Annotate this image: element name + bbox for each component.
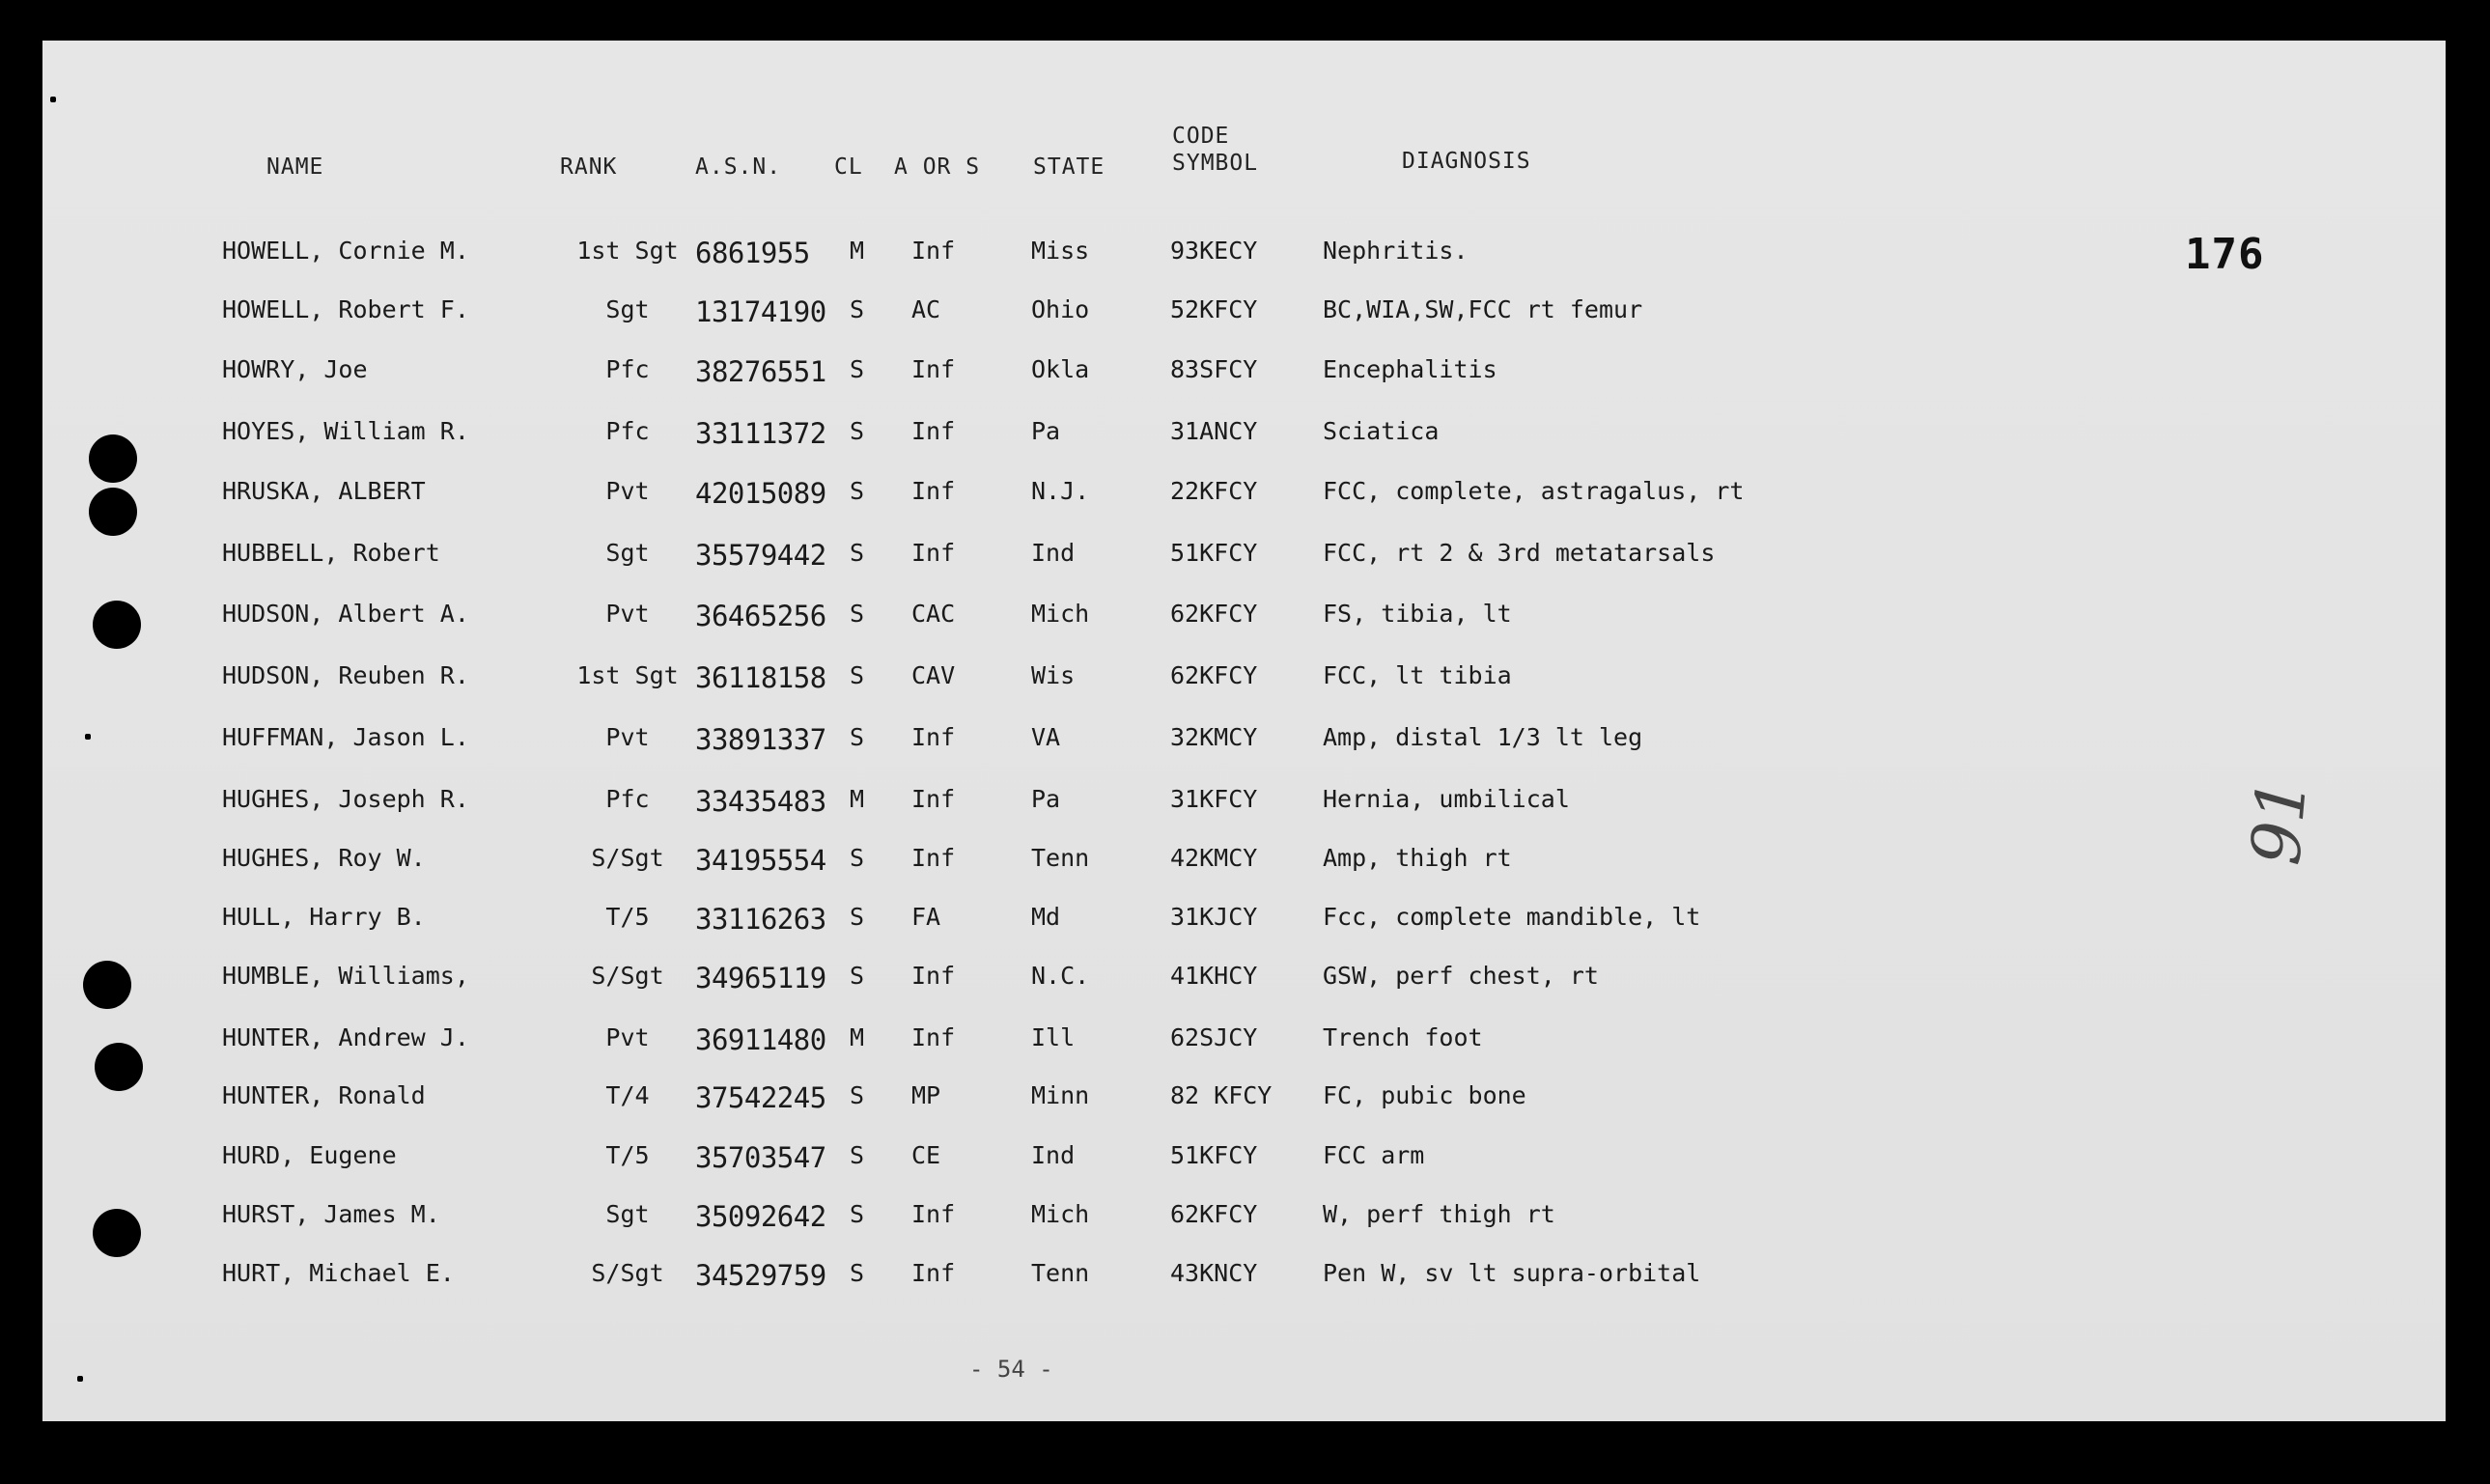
row-state: Ind	[1031, 1141, 1076, 1169]
row-asn: 33435483	[695, 785, 826, 818]
header-code-bottom: SYMBOL	[1172, 151, 1259, 176]
row-asn: 36118158	[695, 661, 826, 694]
row-cl: S	[850, 295, 865, 323]
header-code-top: CODE	[1172, 124, 1230, 149]
row-rank: Pvt	[605, 1023, 650, 1051]
punch-hole	[95, 1043, 143, 1091]
row-name: HOWELL, Robert F.	[222, 295, 469, 323]
row-state: Wis	[1031, 661, 1076, 689]
row-asn: 6861955	[695, 237, 810, 269]
row-name: HOYES, William R.	[222, 417, 469, 445]
row-asn: 34529759	[695, 1259, 826, 1292]
row-state: Mich	[1031, 600, 1090, 628]
row-asn: 37542245	[695, 1081, 826, 1114]
row-asn: 38276551	[695, 355, 826, 388]
row-arm: Inf	[911, 1023, 956, 1051]
row-rank: S/Sgt	[591, 962, 664, 990]
row-rank: Pvt	[605, 723, 650, 751]
row-diagnosis: FCC, complete, astragalus, rt	[1323, 477, 1745, 505]
row-state: Okla	[1031, 355, 1090, 383]
row-asn: 13174190	[695, 295, 826, 328]
punch-hole	[93, 601, 141, 649]
margin-handwritten-note: 91	[2235, 775, 2323, 868]
row-diagnosis: BC,WIA,SW,FCC rt femur	[1323, 295, 1643, 323]
row-arm: Inf	[911, 962, 956, 990]
row-code: 31KJCY	[1170, 903, 1258, 931]
row-code: 62KFCY	[1170, 661, 1258, 689]
row-rank: T/4	[605, 1081, 650, 1109]
row-diagnosis: Hernia, umbilical	[1323, 785, 1570, 813]
row-diagnosis: Trench foot	[1323, 1023, 1483, 1051]
row-diagnosis: FC, pubic bone	[1323, 1081, 1526, 1109]
row-name: HUGHES, Roy W.	[222, 844, 426, 872]
row-rank: 1st Sgt	[576, 237, 679, 265]
row-code: 31ANCY	[1170, 417, 1258, 445]
row-asn: 36911480	[695, 1023, 826, 1056]
row-diagnosis: FCC, rt 2 & 3rd metatarsals	[1323, 539, 1716, 567]
punch-hole	[93, 1209, 141, 1257]
row-state: N.J.	[1031, 477, 1090, 505]
row-code: 82 KFCY	[1170, 1081, 1273, 1109]
row-arm: Inf	[911, 785, 956, 813]
row-name: HUBBELL, Robert	[222, 539, 440, 567]
row-code: 31KFCY	[1170, 785, 1258, 813]
row-cl: S	[850, 600, 865, 628]
row-rank: S/Sgt	[591, 1259, 664, 1287]
row-state: Miss	[1031, 237, 1090, 265]
header-asn: A.S.N.	[695, 154, 782, 180]
row-code: 42KMCY	[1170, 844, 1258, 872]
row-name: HUMBLE, Williams,	[222, 962, 469, 990]
row-state: VA	[1031, 723, 1061, 751]
row-arm: Inf	[911, 1200, 956, 1228]
row-rank: Pfc	[605, 785, 650, 813]
row-state: Ohio	[1031, 295, 1090, 323]
row-arm: MP	[911, 1081, 941, 1109]
row-cl: S	[850, 1141, 865, 1169]
row-diagnosis: FCC arm	[1323, 1141, 1425, 1169]
row-asn: 34965119	[695, 962, 826, 994]
row-cl: M	[850, 785, 865, 813]
punch-hole	[89, 434, 137, 483]
row-code: 22KFCY	[1170, 477, 1258, 505]
row-asn: 33111372	[695, 417, 826, 450]
punch-hole	[83, 961, 131, 1009]
speck-mark	[77, 1376, 83, 1382]
row-state: Ind	[1031, 539, 1076, 567]
row-rank: T/5	[605, 1141, 650, 1169]
row-rank: Sgt	[605, 539, 650, 567]
row-name: HUDSON, Reuben R.	[222, 661, 469, 689]
row-name: HULL, Harry B.	[222, 903, 426, 931]
row-rank: Pvt	[605, 477, 650, 505]
row-cl: S	[850, 477, 865, 505]
row-arm: Inf	[911, 723, 956, 751]
row-code: 51KFCY	[1170, 539, 1258, 567]
row-name: HOWELL, Cornie M.	[222, 237, 469, 265]
row-name: HUDSON, Albert A.	[222, 600, 469, 628]
speck-mark	[85, 734, 91, 740]
row-code: 62SJCY	[1170, 1023, 1258, 1051]
row-code: 83SFCY	[1170, 355, 1258, 383]
row-arm: AC	[911, 295, 941, 323]
row-cl: S	[850, 962, 865, 990]
row-arm: Inf	[911, 1259, 956, 1287]
row-diagnosis: Pen W, sv lt supra-orbital	[1323, 1259, 1701, 1287]
row-name: HUNTER, Ronald	[222, 1081, 426, 1109]
row-asn: 34195554	[695, 844, 826, 877]
row-cl: S	[850, 723, 865, 751]
row-arm: CAV	[911, 661, 956, 689]
row-code: 62KFCY	[1170, 1200, 1258, 1228]
row-cl: S	[850, 1259, 865, 1287]
row-asn: 36465256	[695, 600, 826, 632]
row-asn: 42015089	[695, 477, 826, 510]
header-name: NAME	[266, 154, 324, 180]
row-rank: Pfc	[605, 355, 650, 383]
footer-page-number: - 54 -	[969, 1356, 1053, 1383]
page-number: 176	[2185, 230, 2265, 279]
row-state: Tenn	[1031, 1259, 1090, 1287]
row-cl: S	[850, 844, 865, 872]
row-code: 41KHCY	[1170, 962, 1258, 990]
row-asn: 33116263	[695, 903, 826, 936]
row-state: Tenn	[1031, 844, 1090, 872]
header-diagnosis: DIAGNOSIS	[1402, 149, 1531, 174]
header-arm-or-service: A OR S	[894, 154, 981, 180]
row-rank: Sgt	[605, 1200, 650, 1228]
row-arm: FA	[911, 903, 941, 931]
row-state: Pa	[1031, 417, 1061, 445]
row-asn: 35579442	[695, 539, 826, 572]
row-arm: Inf	[911, 844, 956, 872]
row-diagnosis: Sciatica	[1323, 417, 1440, 445]
row-arm: Inf	[911, 237, 956, 265]
row-name: HUNTER, Andrew J.	[222, 1023, 469, 1051]
row-name: HUFFMAN, Jason L.	[222, 723, 469, 751]
header-cl: CL	[834, 154, 863, 180]
row-code: 51KFCY	[1170, 1141, 1258, 1169]
row-rank: Pvt	[605, 600, 650, 628]
row-code: 62KFCY	[1170, 600, 1258, 628]
row-cl: S	[850, 903, 865, 931]
record-card	[42, 41, 2446, 1421]
row-arm: Inf	[911, 477, 956, 505]
row-code: 32KMCY	[1170, 723, 1258, 751]
row-state: Ill	[1031, 1023, 1076, 1051]
row-cl: M	[850, 1023, 865, 1051]
row-rank: Pfc	[605, 417, 650, 445]
row-diagnosis: Amp, thigh rt	[1323, 844, 1512, 872]
punch-hole	[89, 488, 137, 536]
row-name: HUGHES, Joseph R.	[222, 785, 469, 813]
row-name: HURST, James M.	[222, 1200, 440, 1228]
row-arm: CE	[911, 1141, 941, 1169]
row-arm: Inf	[911, 417, 956, 445]
row-code: 52KFCY	[1170, 295, 1258, 323]
row-diagnosis: Encephalitis	[1323, 355, 1497, 383]
row-name: HRUSKA, ALBERT	[222, 477, 426, 505]
row-state: Md	[1031, 903, 1061, 931]
row-code: 43KNCY	[1170, 1259, 1258, 1287]
row-name: HURD, Eugene	[222, 1141, 397, 1169]
row-cl: S	[850, 661, 865, 689]
row-cl: S	[850, 417, 865, 445]
row-diagnosis: Fcc, complete mandible, lt	[1323, 903, 1701, 931]
row-arm: Inf	[911, 539, 956, 567]
row-state: Minn	[1031, 1081, 1090, 1109]
row-asn: 35703547	[695, 1141, 826, 1174]
row-name: HURT, Michael E.	[222, 1259, 455, 1287]
row-diagnosis: W, perf thigh rt	[1323, 1200, 1555, 1228]
speck-mark	[50, 97, 56, 102]
row-state: Pa	[1031, 785, 1061, 813]
row-diagnosis: GSW, perf chest, rt	[1323, 962, 1599, 990]
row-rank: T/5	[605, 903, 650, 931]
row-diagnosis: Amp, distal 1/3 lt leg	[1323, 723, 1643, 751]
row-diagnosis: Nephritis.	[1323, 237, 1469, 265]
row-rank: S/Sgt	[591, 844, 664, 872]
row-cl: S	[850, 355, 865, 383]
row-diagnosis: FS, tibia, lt	[1323, 600, 1512, 628]
header-state: STATE	[1033, 154, 1105, 180]
row-rank: 1st Sgt	[576, 661, 679, 689]
row-code: 93KECY	[1170, 237, 1258, 265]
row-name: HOWRY, Joe	[222, 355, 368, 383]
row-state: Mich	[1031, 1200, 1090, 1228]
row-state: N.C.	[1031, 962, 1090, 990]
header-rank: RANK	[560, 154, 618, 180]
row-cl: M	[850, 237, 865, 265]
row-rank: Sgt	[605, 295, 650, 323]
row-cl: S	[850, 1200, 865, 1228]
row-asn: 33891337	[695, 723, 826, 756]
row-arm: CAC	[911, 600, 956, 628]
row-diagnosis: FCC, lt tibia	[1323, 661, 1512, 689]
row-cl: S	[850, 539, 865, 567]
row-asn: 35092642	[695, 1200, 826, 1233]
row-arm: Inf	[911, 355, 956, 383]
row-cl: S	[850, 1081, 865, 1109]
